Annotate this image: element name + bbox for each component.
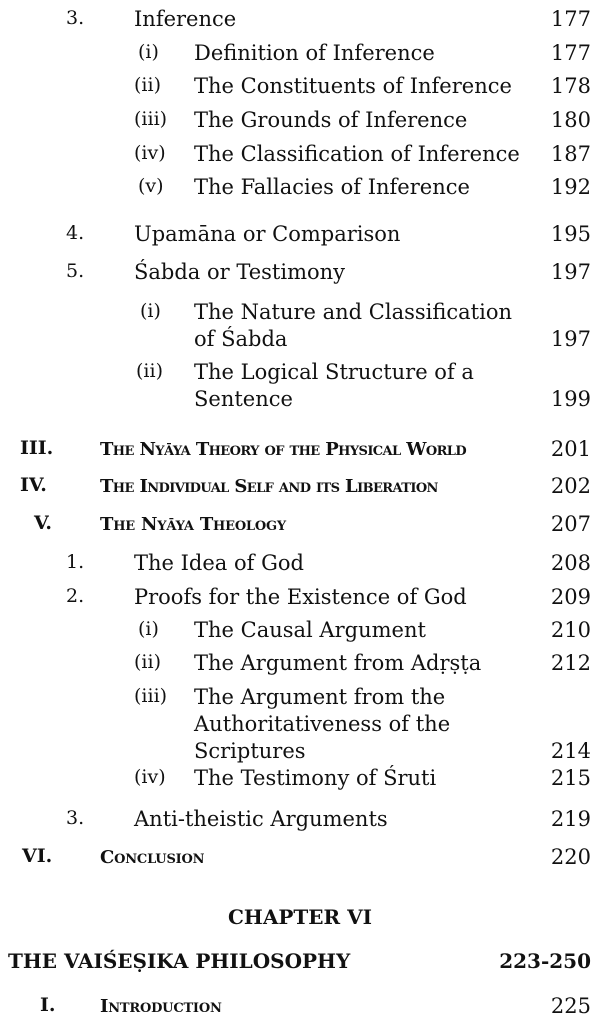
- toc-entry: [0, 766, 600, 796]
- entry-page: 178: [550, 74, 591, 98]
- toc-entry: [0, 585, 600, 615]
- entry-number: 1.: [66, 551, 85, 573]
- entry-page: 225: [550, 994, 591, 1018]
- entry-title: The Classification of Inference: [194, 142, 520, 166]
- entry-number: (iii): [134, 108, 168, 130]
- chapter-title: THE VAIŚEṢIKA PHILOSOPHY: [8, 949, 351, 973]
- entry-title: Śabda or Testimony: [134, 260, 346, 284]
- entry-title-continued: Scriptures: [194, 739, 306, 763]
- toc-entry: [0, 685, 600, 769]
- entry-title: Inference: [134, 7, 237, 31]
- entry-number: 4.: [66, 222, 85, 244]
- entry-page: 177: [550, 41, 591, 65]
- toc-entry: [0, 651, 600, 681]
- entry-title: The Logical Structure of a: [194, 360, 474, 384]
- entry-number: (ii): [134, 74, 161, 96]
- toc-entry: [0, 300, 600, 356]
- entry-number: (iii): [134, 685, 168, 707]
- entry-title: The Nyāya Theory of the Physical World: [100, 439, 467, 460]
- entry-number: (i): [138, 41, 159, 63]
- entry-title: The Grounds of Inference: [194, 108, 468, 132]
- toc-entry: [0, 512, 600, 542]
- entry-number: 3.: [66, 7, 85, 29]
- entry-title: Introduction: [100, 996, 222, 1017]
- entry-title: The Argument from Adṛṣṭa: [194, 651, 482, 675]
- entry-number: (v): [138, 175, 164, 197]
- entry-number: (iv): [134, 142, 166, 164]
- entry-title: Anti-theistic Arguments: [134, 807, 388, 831]
- entry-title-continued: Authoritativeness of the: [194, 712, 451, 736]
- entry-title: The Idea of God: [134, 551, 304, 575]
- entry-number: 5.: [66, 260, 85, 282]
- toc-entry: [0, 222, 600, 252]
- entry-title: Definition of Inference: [194, 41, 435, 65]
- entry-page: 202: [550, 474, 591, 498]
- toc-entry: [0, 807, 600, 837]
- entry-page: 177: [550, 7, 591, 31]
- toc-entry: [0, 74, 600, 104]
- entry-page: 197: [550, 260, 591, 284]
- entry-title-continued: Sentence: [194, 387, 293, 411]
- entry-page: 215: [550, 766, 591, 790]
- entry-title: Conclusion: [100, 847, 205, 868]
- toc-entry: [0, 845, 600, 875]
- entry-number: (i): [140, 300, 161, 322]
- entry-page: 209: [550, 585, 591, 609]
- entry-page: 210: [550, 618, 591, 642]
- toc-entry: [0, 474, 600, 504]
- entry-page: 180: [550, 108, 591, 132]
- toc-entry: [0, 175, 600, 205]
- entry-page: 208: [550, 551, 591, 575]
- toc-entry: [0, 994, 600, 1024]
- entry-title: The Testimony of Śruti: [194, 766, 437, 790]
- entry-number: (i): [138, 618, 159, 640]
- entry-number: (iv): [134, 766, 166, 788]
- entry-page: 192: [550, 175, 591, 199]
- entry-title-continued: of Śabda: [194, 327, 288, 351]
- entry-page: 219: [550, 807, 591, 831]
- entry-title: Proofs for the Existence of God: [134, 585, 467, 609]
- entry-page: 201: [550, 437, 591, 461]
- entry-title: The Nature and Classification: [194, 300, 512, 324]
- toc-entry: [0, 108, 600, 138]
- chapter-title-row: [0, 949, 600, 979]
- toc-entry: [0, 260, 600, 290]
- entry-page: 197: [550, 327, 591, 351]
- entry-number: (ii): [136, 360, 163, 382]
- entry-title: Upamāna or Comparison: [134, 222, 401, 246]
- toc-entry: [0, 551, 600, 581]
- toc-entry: [0, 618, 600, 648]
- entry-title: The Individual Self and its Liberation: [100, 476, 438, 497]
- entry-page: 207: [550, 512, 591, 536]
- entry-page: 199: [550, 387, 591, 411]
- toc-entry: [0, 41, 600, 71]
- entry-number: I.: [40, 994, 56, 1016]
- entry-page: 212: [550, 651, 591, 675]
- entry-number: V.: [34, 512, 53, 534]
- toc-entry: [0, 142, 600, 172]
- entry-number: III.: [20, 437, 54, 459]
- entry-title: The Constituents of Inference: [194, 74, 512, 98]
- entry-page: 220: [550, 845, 591, 869]
- entry-number: IV.: [20, 474, 47, 496]
- entry-title: The Nyāya Theology: [100, 514, 286, 535]
- entry-number: 3.: [66, 807, 85, 829]
- chapter-pages: 223-250: [499, 949, 591, 973]
- toc-entry: [0, 7, 600, 37]
- entry-number: 2.: [66, 585, 85, 607]
- entry-title: The Fallacies of Inference: [194, 175, 470, 199]
- entry-title: The Argument from the: [194, 685, 446, 709]
- entry-page: 187: [550, 142, 591, 166]
- entry-page: 214: [550, 739, 591, 763]
- toc-entry: [0, 360, 600, 416]
- entry-number: (ii): [134, 651, 161, 673]
- entry-title: The Causal Argument: [194, 618, 426, 642]
- toc-entry: [0, 437, 600, 467]
- entry-number: VI.: [22, 845, 53, 867]
- entry-page: 195: [550, 222, 591, 246]
- chapter-heading: CHAPTER VI: [228, 905, 372, 929]
